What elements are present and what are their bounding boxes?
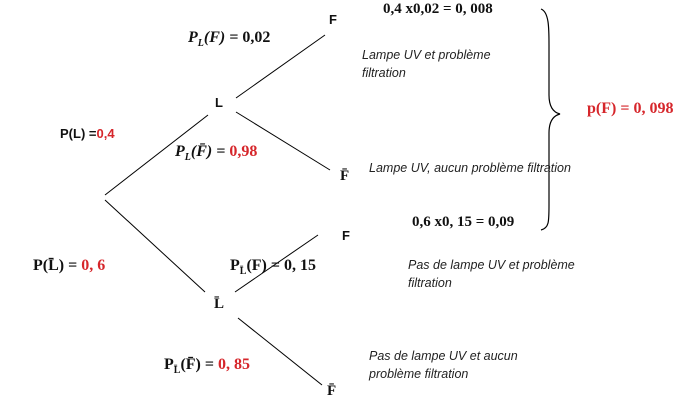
note-line: filtration [362,66,406,80]
node-L: L [215,95,223,110]
note-line: Lampe UV et problème [362,48,491,62]
note-line: Lampe UV, aucun problème filtration [369,161,571,175]
note-line: Pas de lampe UV et problème [408,258,575,272]
note-no-uv-filtration-problem [408,256,575,292]
node-F-top: F [329,12,337,27]
label-PLbar-Fbar-arg: (F̄) = [180,356,218,373]
node-Lbar: L̄ [214,296,225,312]
label-P-L-value: 0,4 [96,126,115,141]
label-PL-F [188,29,270,49]
label-PL-F-value: 0,02 [242,29,271,46]
label-P-L-prefix: P(L) = [60,126,97,141]
product-top: 0,4 x0,02 = 0, 008 [383,1,493,17]
note-line: filtration [408,276,452,290]
result-pF-value: 0, 098 [633,100,674,117]
note-no-uv-no-filtration-problem [369,347,518,383]
label-PL-Fbar-value: 0,98 [229,143,258,160]
branch-root-Lbar [105,200,205,292]
result-pF [587,100,673,118]
label-PLbar-F [230,257,316,277]
branch-Lbar-Fbar [238,318,322,385]
product-bottom: 0,6 x0, 15 = 0,09 [412,214,515,230]
label-PLbar-F-prefix: P [230,257,240,274]
node-Fbar-top: F̄ [340,168,350,184]
label-PLbar-Fbar-prefix: P [164,356,174,373]
label-PLbar-F-value: 0, 15 [284,257,316,274]
label-PL-Fbar [175,143,257,163]
label-PLbar-Fbar-value: 0, 85 [218,356,250,373]
note-uv-no-filtration-problem [369,159,571,177]
label-PL-Fbar-sub: L [184,152,191,164]
note-line: problème filtration [369,367,469,381]
curly-brace [541,9,560,230]
label-P-Lbar-value: 0, 6 [81,257,106,274]
node-F-bottom: F [342,228,350,243]
label-PLbar-Fbar-sub: L̄ [173,365,181,377]
label-PL-F-sub: L [197,38,204,50]
note-uv-filtration-problem [362,46,491,82]
label-PL-Fbar-prefix: P [175,143,185,160]
label-PLbar-F-arg: (F) = [246,257,284,274]
label-P-L [60,126,115,141]
label-PL-F-arg: (F) = [203,29,243,46]
label-PL-Fbar-arg: (F̄) = [190,143,226,160]
label-P-Lbar-prefix: P(L̄) = [33,257,82,274]
label-PL-F-prefix: P [188,29,198,46]
label-PLbar-F-sub: L̄ [239,266,247,278]
node-Fbar-bottom: F̄ [327,383,337,399]
label-P-Lbar [33,257,105,275]
result-pF-label: p(F) = [587,100,634,117]
label-PLbar-Fbar [164,356,250,376]
note-line: Pas de lampe UV et aucun [369,349,518,363]
